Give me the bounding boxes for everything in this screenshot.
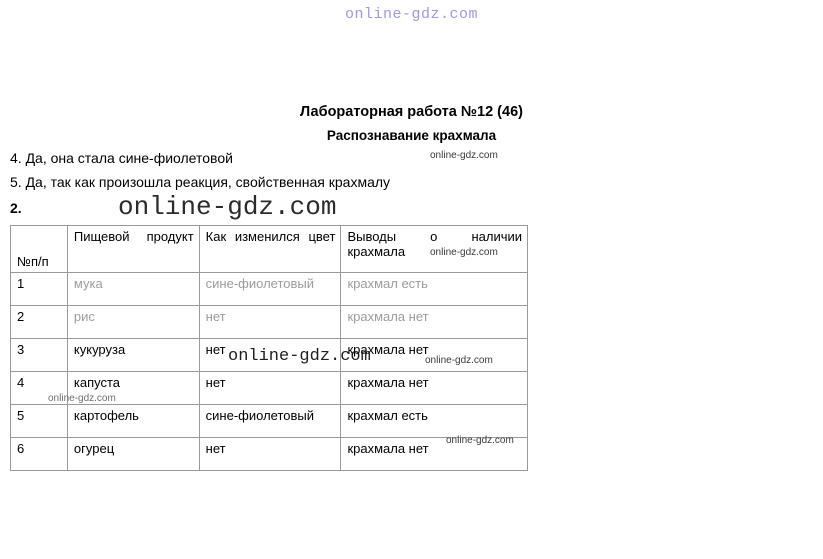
cell-color: нет (199, 372, 341, 405)
cell-conclusion: крахмала нет (341, 306, 528, 339)
cell-conclusion: крахмал есть (341, 405, 528, 438)
page-title: Лабораторная работа №12 (46) (300, 104, 523, 120)
cell-number: 5 (11, 405, 68, 438)
cell-conclusion: крахмал есть (341, 273, 528, 306)
cell-conclusion: крахмала нет (341, 438, 528, 471)
cell-number: 4 (11, 372, 68, 405)
cell-number: 3 (11, 339, 68, 372)
cell-product: кукуруза (67, 339, 199, 372)
watermark-row3-right: online-gdz.com (425, 355, 493, 366)
cell-product: рис (67, 306, 199, 339)
cell-conclusion: крахмала нет (341, 339, 528, 372)
cell-color: нет (199, 339, 341, 372)
cell-color: сине-фиолетовый (199, 405, 341, 438)
table-row (11, 405, 528, 438)
column-header-product: Пищевой продукт (67, 226, 199, 273)
watermark-row3-middle: online-gdz.com (228, 347, 371, 366)
cell-color: сине-фиолетовый (199, 273, 341, 306)
watermark-row6-right: online-gdz.com (446, 435, 514, 446)
page-subtitle: Распознавание крахмала (326, 128, 497, 143)
table-row (11, 306, 528, 339)
cell-product: капуста (67, 372, 199, 405)
cell-color: нет (199, 306, 341, 339)
watermark-under-subtitle: online-gdz.com (430, 150, 498, 161)
watermark-header-col4: online-gdz.com (430, 247, 498, 258)
column-header-number: №п/п (11, 226, 68, 273)
cell-number: 2 (11, 306, 68, 339)
cell-product: огурец (67, 438, 199, 471)
task-number: 2. (10, 200, 22, 216)
cell-number: 1 (11, 273, 68, 306)
watermark-top: online-gdz.com (344, 6, 479, 23)
cell-product: мука (67, 273, 199, 306)
watermark-center-large: online-gdz.com (118, 192, 337, 222)
cell-number: 6 (11, 438, 68, 471)
cell-color: нет (199, 438, 341, 471)
column-header-color: Как изменился цвет (199, 226, 341, 273)
table-row (11, 273, 528, 306)
answer-line-4: 4. Да, она стала сине-фиолетовой (10, 150, 233, 166)
answer-line-5: 5. Да, так как произошла реакция, свойственная крахмалу (10, 174, 391, 190)
cell-conclusion: крахмала нет (341, 372, 528, 405)
watermark-row5-left: online-gdz.com (48, 393, 116, 404)
column-header-conclusion: Выводы о наличии крахмала (341, 226, 528, 273)
cell-product: картофель (67, 405, 199, 438)
